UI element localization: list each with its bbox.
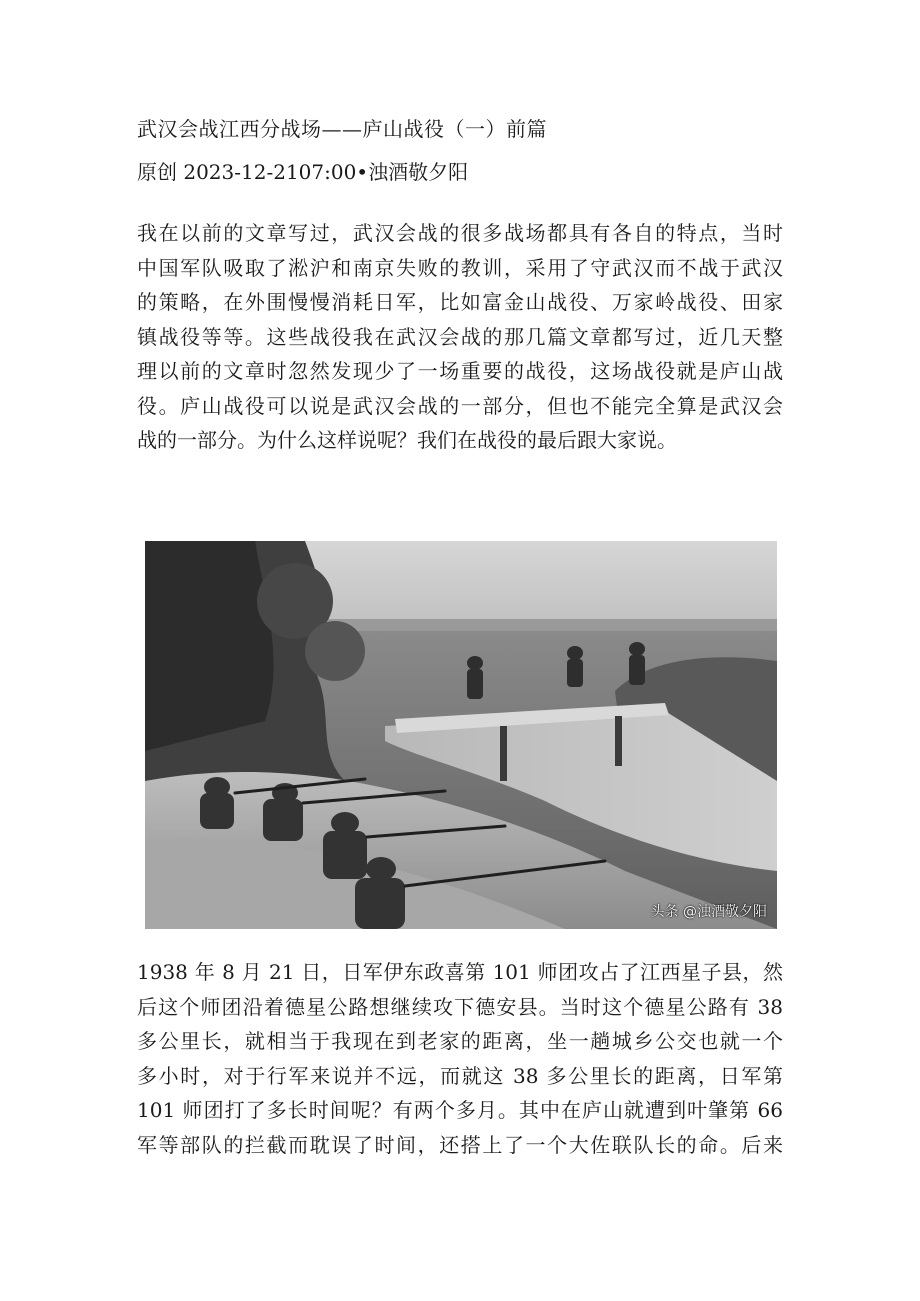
paragraph-line: 的策略，在外围慢慢消耗日军，比如富金山战役、万家岭战役、田家 xyxy=(137,290,783,314)
article-meta: 原创 2023-12-2107:00•浊酒敬夕阳 xyxy=(137,160,469,184)
paragraph-intro xyxy=(137,216,787,458)
paragraph-line: 多公里长，就相当于我现在到老家的距离，坐一趟城乡公交也就一个 xyxy=(137,1029,783,1053)
paragraph-history xyxy=(137,955,787,1162)
paragraph-line: 中国军队吸取了淞沪和南京失败的教训，采用了守武汉而不战于武汉 xyxy=(137,255,783,280)
article-title: 武汉会战江西分战场——庐山战役（一）前篇 xyxy=(137,117,547,141)
paragraph-line: 我在以前的文章写过，武汉会战的很多战场都具有各自的特点，当时 xyxy=(137,221,783,245)
paragraph-line: 役。庐山战役可以说是武汉会战的一部分，但也不能完全算是武汉会 xyxy=(137,393,783,418)
paragraph-line: 军等部队的拦截而耽误了时间，还搭上了一个大佐联队长的命。后来 xyxy=(137,1132,783,1157)
paragraph-line: 后这个师团沿着德星公路想继续攻下德安县。当时这个德星公路有 38 xyxy=(137,994,783,1019)
photo-watermark: 头条 @浊酒敬夕阳 xyxy=(650,904,767,920)
historical-photo xyxy=(145,541,777,929)
paragraph-line: 镇战役等等。这些战役我在武汉会战的那几篇文章都写过，近几天整 xyxy=(137,324,783,349)
paragraph-line: 多小时，对于行军来说并不远，而就这 38 多公里长的距离，日军第 xyxy=(137,1063,783,1088)
photo-illustration xyxy=(145,541,777,929)
paragraph-line: 战的一部分。为什么这样说呢？我们在战役的最后跟大家说。 xyxy=(137,428,677,452)
paragraph-line: 1938 年 8 月 21 日，日军伊东政喜第 101 师团攻占了江西星子县，然 xyxy=(137,960,783,984)
paragraph-line: 101 师团打了多长时间呢？有两个多月。其中在庐山就遭到叶肇第 66 xyxy=(137,1098,783,1122)
paragraph-line: 理以前的文章时忽然发现少了一场重要的战役，这场战役就是庐山战 xyxy=(137,359,783,383)
